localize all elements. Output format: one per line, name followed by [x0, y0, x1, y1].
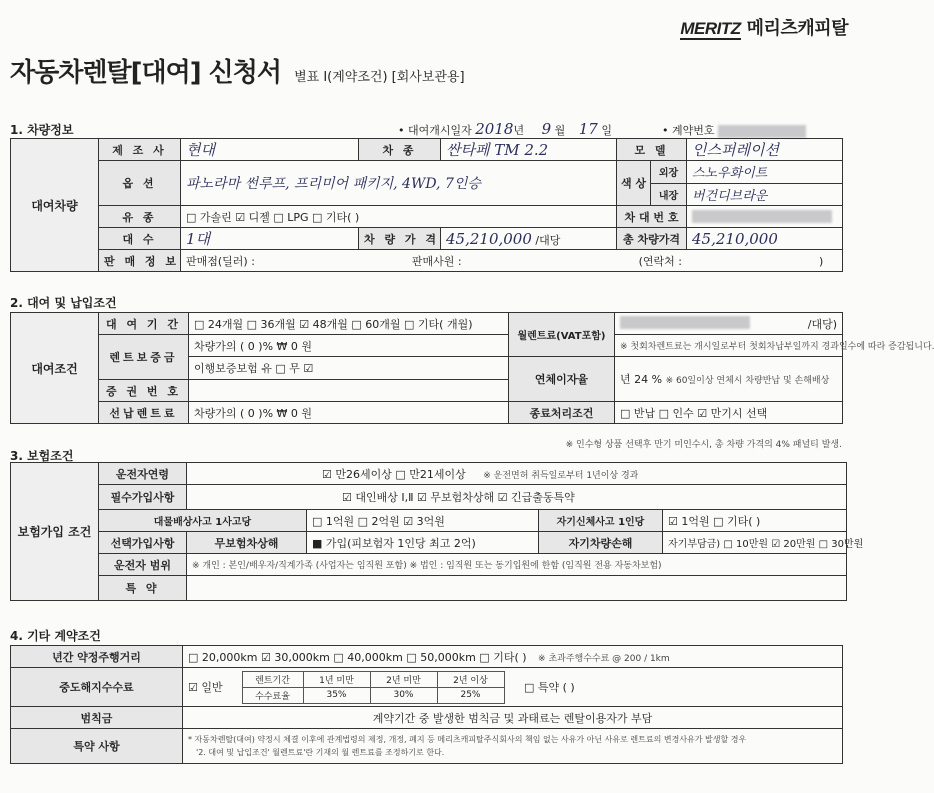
rental-start-date — [398, 120, 612, 138]
driver-age-cell — [187, 463, 847, 485]
uninsured-value[interactable]: ■ 가입(피보험자 1인당 최고 2억) — [307, 532, 539, 554]
start-year: 2018 — [475, 120, 514, 138]
insurance-special-label: 특 약 — [99, 576, 187, 601]
section1-heading: 1. 차량정보 — [10, 123, 74, 137]
start-day: 17 — [578, 120, 598, 138]
own-damage-label: 자기차량손해 — [539, 532, 663, 554]
late-interest-note: ※ 60일이상 연체시 차량반납 및 손해배상 — [665, 376, 830, 386]
section2-footnote: ※ 인수형 상품 선택후 만기 미인수시, 총 차량 가격의 4% 패널티 발생. — [565, 440, 842, 450]
insurance-table — [10, 462, 864, 601]
fee-general[interactable]: ☑ 일반 — [188, 681, 223, 694]
penalty-value: 계약기간 중 발생한 범칙금 및 과태료는 렌탈이용자가 부담 — [183, 707, 843, 729]
trim-value[interactable]: 인스퍼레이션 — [687, 139, 843, 161]
section3-heading: 3. 보험조건 — [10, 449, 74, 463]
penalty-label: 범칙금 — [11, 707, 183, 729]
rental-side-label: 대여조건 — [11, 313, 99, 424]
color-label: 색 상 — [617, 161, 651, 206]
vin-label: 차 대 번 호 — [617, 206, 687, 228]
cert-label: 증 권 번 호 — [99, 380, 189, 402]
optional-label: 선택가입사항 — [99, 532, 187, 554]
mileage-label: 년간 약정주행거리 — [11, 646, 183, 668]
special-terms-cell — [183, 729, 843, 764]
section4-heading: 4. 기타 계약조건 — [10, 629, 101, 643]
required-cell — [187, 485, 847, 510]
deposit-insurance[interactable]: 이행보증보험 유 □ 무 ☑ — [189, 357, 509, 380]
driver-age-options[interactable]: ☑ 만26세이상 □ 만21세이상 — [322, 467, 466, 481]
page-title — [10, 52, 465, 89]
start-date-label: • 대여개시일자 — [398, 124, 472, 137]
period-label: 대 여 기 간 — [99, 313, 189, 335]
end-condition-label: 종료처리조건 — [509, 402, 615, 424]
special-terms-line1: * 자동차렌탈(대여) 약정시 체결 이후에 관계법령의 제정, 개정, 폐지 등 메리츠캐피탈주식회사의 책임 없는 사유가 아닌 사유로 렌트료의 변경사유가 발생할 경우 — [188, 735, 747, 744]
model-value[interactable]: 싼타페 TM 2.2 — [441, 139, 617, 161]
monthly-label: 월렌트료(VAT포함) — [509, 313, 615, 357]
section2-heading: 2. 대여 및 납입조건 — [10, 296, 117, 310]
quantity-label: 대 수 — [99, 228, 181, 250]
driver-scope-label: 운전자 범위 — [99, 554, 187, 576]
monthly-unit: /대당) — [807, 317, 837, 331]
prepay-value[interactable]: 차량가의 ( 0 )% ₩ 0 원 — [189, 402, 509, 424]
dealer-label: 판매점(딜러) : — [186, 254, 255, 268]
interior-value[interactable]: 버건디브라운 — [687, 183, 843, 206]
cert-value[interactable] — [189, 380, 509, 402]
required-options[interactable]: ☑ 대인배상 Ⅰ,Ⅱ ☑ 무보험차상해 ☑ 긴급출동특약 — [342, 491, 575, 504]
own-damage-options[interactable]: 자기부담금) □ 10만원 ☑ 20만원 □ 30만원 — [663, 532, 847, 554]
special-terms-label: 특약 사항 — [11, 729, 183, 764]
late-interest-value[interactable]: 년 24 % — [620, 373, 663, 386]
price-label: 차 량 가 격 — [359, 228, 441, 250]
model-label: 차 종 — [359, 139, 441, 161]
sales-info-cell — [181, 250, 843, 272]
vin-value — [687, 206, 843, 228]
required-label: 필수가입사항 — [99, 485, 187, 510]
phone-label: (연락처 : — [638, 254, 683, 268]
option-label: 옵 션 — [99, 161, 181, 206]
option-value[interactable]: 파노라마 썬루프, 프리미어 패키지, 4WD, 7인승 — [181, 161, 617, 206]
vehicle-side-label: 대여차량 — [11, 139, 99, 272]
fee-header-1: 1년 미만 — [303, 671, 370, 687]
monthly-redacted — [620, 316, 750, 329]
staff-label: 판매사원 : — [411, 254, 462, 268]
fee-value-2: 30% — [370, 687, 437, 703]
logo-korean: 메리츠캐피탈 — [746, 18, 848, 39]
driver-age-label: 운전자연령 — [99, 463, 187, 485]
start-year-unit: 년 — [513, 124, 525, 137]
mileage-note: ※ 초과주행수수료 @ 200 / 1km — [538, 653, 670, 664]
termination-fee-cell — [183, 668, 843, 707]
fee-value-1: 35% — [303, 687, 370, 703]
self-injury-label: 자기신체사고 1인당 — [539, 510, 663, 532]
price-unit: /대당 — [535, 233, 561, 247]
end-condition-options[interactable]: □ 반납 □ 인수 ☑ 만기시 선택 — [615, 402, 843, 424]
special-terms-line2: '2. 대여 및 납입조건' 월렌트료'란 기재의 월 렌트료를 조정하기로 한다. — [196, 748, 445, 757]
start-day-unit: 일 — [601, 124, 612, 137]
title-sub: 별표 Ⅰ(계약조건) [회사보관용] — [294, 70, 465, 85]
deposit-ratio[interactable]: 차량가의 ( 0 )% ₩ 0 원 — [189, 335, 509, 357]
period-options[interactable]: □ 24개월 □ 36개월 ☑ 48개월 □ 60개월 □ 기타( 개월) — [189, 313, 509, 335]
fee-header-2: 2년 미만 — [370, 671, 437, 687]
company-logo — [680, 14, 848, 40]
fee-value-3: 25% — [437, 687, 504, 703]
fuel-options[interactable]: □ 가솔린 ☑ 디젤 □ LPG □ 기타( ) — [181, 206, 617, 228]
liability-options[interactable]: □ 1억원 □ 2억원 ☑ 3억원 — [307, 510, 539, 532]
fee-header-3: 2년 이상 — [437, 671, 504, 687]
rental-conditions-table — [10, 312, 934, 424]
maker-value[interactable]: 현대 — [181, 139, 359, 161]
price-cell — [441, 228, 617, 250]
start-month: 9 — [541, 120, 552, 138]
insurance-special-value[interactable] — [187, 576, 847, 601]
title-main: 자동차렌탈[대여] 신청서 — [10, 58, 281, 88]
late-interest-label: 연체이자율 — [509, 357, 615, 402]
liability-label: 대물배상사고 1사고당 — [99, 510, 307, 532]
fee-special[interactable]: □ 특약 ( ) — [524, 681, 575, 694]
termination-fee-label: 중도해지수수료 — [11, 668, 183, 707]
quantity-value[interactable]: 1대 — [181, 228, 359, 250]
driver-age-note: ※ 운전면허 취득일로부터 1년이상 경과 — [483, 470, 639, 481]
mileage-cell — [183, 646, 843, 668]
sales-info-label: 판 매 정 보 — [99, 250, 181, 272]
fee-rate-table — [242, 671, 505, 704]
contract-number — [662, 122, 806, 138]
contract-no-label: • 계약번호 — [662, 124, 715, 137]
price-value[interactable]: 45,210,000 — [446, 229, 532, 248]
exterior-value[interactable]: 스노우화이트 — [687, 161, 843, 184]
phone-close: ) — [819, 254, 824, 268]
insurance-side-label: 보험가입 조건 — [11, 463, 99, 601]
trim-label: 모 델 — [617, 139, 687, 161]
fee-row-label: 수수료율 — [242, 687, 303, 703]
start-month-unit: 월 — [554, 124, 566, 137]
uninsured-label: 무보험차상해 — [187, 532, 307, 554]
self-injury-options[interactable]: ☑ 1억원 □ 기타( ) — [663, 510, 847, 532]
other-conditions-table — [10, 645, 843, 764]
deposit-label: 렌트보증금 — [99, 335, 189, 380]
late-interest-cell — [615, 357, 843, 402]
logo-latin: MERITZ — [680, 19, 741, 38]
total-price-label: 총 차량가격 — [617, 228, 687, 250]
driver-scope-value: ※ 개인 : 본인/배우자/직계가족 (사업자는 임직원 포함) ※ 법인 : 임직원 또는 동기입원에 한함 (임직원 전용 자동차보험) — [187, 554, 847, 576]
maker-label: 제 조 사 — [99, 139, 181, 161]
fee-header-period: 렌트기간 — [242, 671, 303, 687]
contract-no-redacted — [718, 125, 806, 138]
exterior-label: 외장 — [651, 161, 687, 184]
monthly-note: ※ 첫회차렌트료는 개시일로부터 첫회차납부일까지 경과일수에 따라 증감됩니다. — [615, 335, 843, 357]
vehicle-info-table — [10, 138, 843, 272]
prepay-label: 선납렌트료 — [99, 402, 189, 424]
mileage-options[interactable]: □ 20,000km ☑ 30,000km □ 40,000km □ 50,000km □ 기타( ) — [188, 650, 527, 664]
fuel-label: 유 종 — [99, 206, 181, 228]
monthly-value — [615, 313, 843, 335]
interior-label: 내장 — [651, 183, 687, 206]
total-price-value[interactable]: 45,210,000 — [687, 228, 843, 250]
vin-redacted — [692, 210, 832, 223]
